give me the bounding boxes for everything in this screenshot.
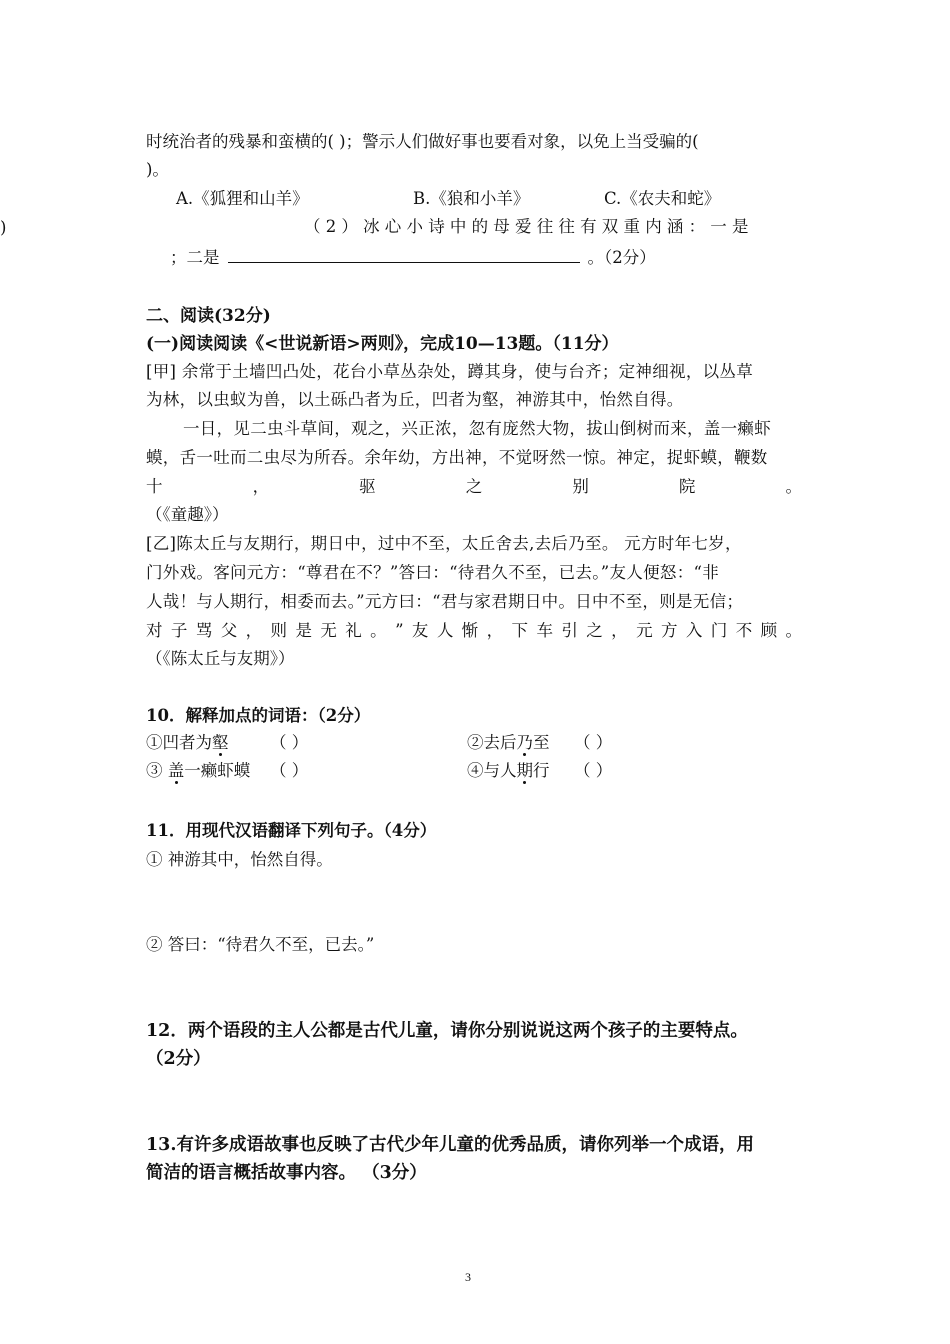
q10-item-2: ②去后乃至 <box>467 733 550 752</box>
question-10-title: 10．解释加点的词语：（2分） <box>146 706 371 725</box>
passage-b-line: 门外戏。客问元方：“尊君在不？”答曰：“待君久不至，已去。”友人便怒：“非 <box>146 563 720 582</box>
option-a: A.《狐狸和山羊》 <box>176 189 309 208</box>
q10-item-4: ④与人期行 <box>467 761 550 780</box>
q10-item-1: ①凹者为壑 <box>146 733 229 752</box>
passage-b-source: （《陈太丘与友期》） <box>146 649 295 668</box>
question-2-line: （2）冰心小诗中的母爱往往有双重内涵：一是 <box>304 217 754 236</box>
question-2-answer-line: ；二是 。（2分） <box>170 248 656 267</box>
stray-paren: ) <box>0 218 7 237</box>
passage-a-line: 一日，见二虫斗草间，观之，兴正浓，忽有庞然大物，拔山倒树而来，盖一癞虾 <box>183 419 771 438</box>
passage-a-line: 蟆，舌一吐而二虫尽为所吞。余年幼，方出神，不觉呀然一惊。神定，捉虾蟆，鞭数 <box>146 448 768 467</box>
answer-paren[interactable]: （ ） <box>270 733 309 752</box>
dotted-char: 盖 <box>167 761 185 780</box>
passage-a-line: [甲] 余常于土墙凹凸处，花台小草丛杂处，蹲其身，使与台齐；定神细视，以丛草 <box>146 362 754 381</box>
passage-a-source: （《童趣》） <box>146 505 229 524</box>
text-line: 时统治者的残暴和蛮横的( )；警示人们做好事也要看对象，以免上当受骗的( <box>146 132 699 151</box>
dotted-char: 壑 <box>212 733 229 752</box>
answer-blank[interactable] <box>228 246 580 263</box>
option-b: B.《狼和小羊》 <box>413 189 530 208</box>
passage-a-justified-line: 十 ， 驱 之 别 院 。 <box>146 477 802 496</box>
q11-sentence-1: ① 神游其中，怡然自得。 <box>146 850 333 869</box>
q11-sentence-2: ② 答曰：“待君久不至，已去。” <box>146 935 375 954</box>
question-12-line: 12．两个语段的主人公都是古代儿童，请你分别说说这两个孩子的主要特点。 <box>146 1021 748 1041</box>
section-title: 二、阅读(32分) <box>146 306 271 326</box>
answer-paren[interactable]: （ ） <box>574 761 613 780</box>
page-number: 3 <box>465 1270 471 1284</box>
passage-a-line: 为林，以虫蚁为兽，以土砾凸者为丘，凹者为壑，神游其中，怡然自得。 <box>146 390 684 409</box>
passage-b-line: [乙]陈太丘与友期行，期日中，过中不至，太丘舍去,去后乃至。 元方时年七岁， <box>146 534 742 553</box>
dotted-char: 期 <box>516 761 533 780</box>
text-line: )。 <box>146 160 169 179</box>
question-11-title: 11．用现代汉语翻译下列句子。（4分） <box>146 821 437 840</box>
q10-item-3: ③ 盖一癞虾蟆 <box>146 761 251 780</box>
passage-b-justified-line: 对 子 骂 父 ， 则 是 无 礼 。 ” 友 人 惭 ， 下 车 引 之 ， 元 方 入 门 不 顾 。 <box>146 621 802 640</box>
question-13-line: 13.有许多成语故事也反映了古代少年儿童的优秀品质，请你列举一个成语，用 <box>146 1135 754 1155</box>
passage-b-line: 人哉！与人期行，相委而去。”元方曰：“君与家君期日中。日中不至，则是无信； <box>146 592 744 611</box>
question-12-line: （2分） <box>146 1049 211 1069</box>
question-13-line: 简洁的语言概括故事内容。 （3分） <box>146 1163 427 1183</box>
dotted-char: 乃 <box>516 733 533 752</box>
option-c: C.《农夫和蛇》 <box>604 189 721 208</box>
answer-paren[interactable]: （ ） <box>270 761 309 780</box>
answer-paren[interactable]: （ ） <box>574 733 613 752</box>
section-subtitle: (一)阅读阅读《<世说新语>两则》，完成10—13题。（11分） <box>146 334 619 354</box>
